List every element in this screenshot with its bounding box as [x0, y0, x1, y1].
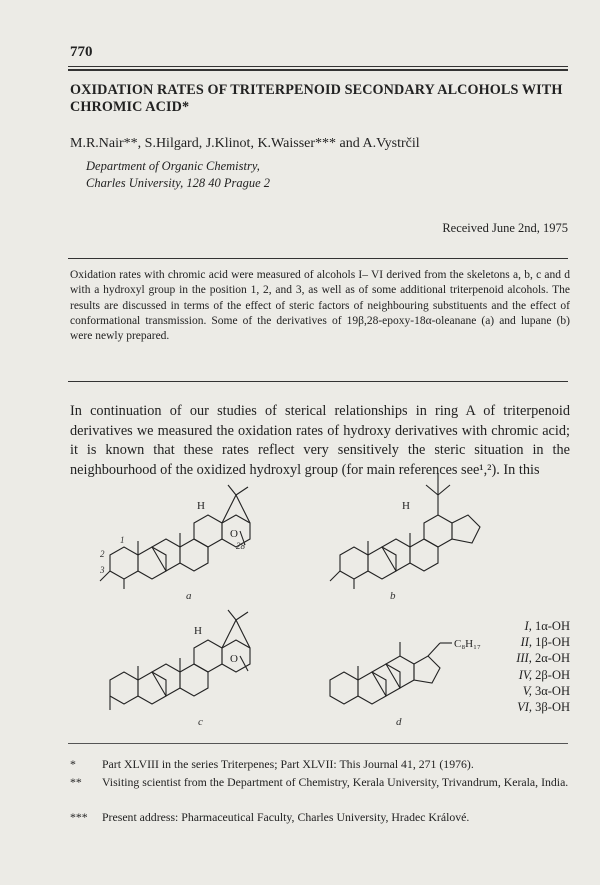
structure-d — [330, 642, 452, 704]
atom-o-c: O — [230, 653, 238, 665]
substituent-c8h17: C₈H₁₇ — [454, 638, 481, 650]
derivative-item: I, 1α-OH — [524, 619, 570, 633]
abstract: Oxidation rates with chromic acid were measured of alcohols I– VI derived from the skeletons a, b, c and d with a hydroxyl group in the position 1, 2, and 3, as well as of some additional triterpenoid alcohols. The results are discussed in terms of the effect of steric factors of neighbouring substituents and the effect of conformational transmission. Some of the derivatives of 19β,28-epoxy-18α-oleanane (a) and lupane (b) were newly prepared. — [70, 269, 570, 343]
footnote-1: * Part XLVIII in the series Triterpenes; Part XLVII: This Journal 41, 271 (1976). — [70, 757, 474, 771]
top-rule-thick — [68, 69, 568, 71]
affiliation — [86, 158, 270, 192]
body-paragraph: In continuation of our studies of sterical relationships in ring A of triterpenoid derivatives we measured the oxidation rates of hydroxy derivatives with chromic acid; it is known that these rates reflect very sensitively the steric situation in the neighbourhood of the oxidized hydroxyl group (for main references see¹,²). In this — [70, 403, 570, 478]
atom-h-a: H — [197, 500, 205, 512]
position-1: 1 — [120, 535, 125, 545]
affiliation-line-1: Department of Organic Chemistry, — [86, 159, 260, 173]
derivative-item: V, 3α-OH — [522, 683, 570, 698]
structure-b — [330, 473, 480, 589]
label-a: a — [186, 590, 192, 602]
structure-c — [110, 610, 250, 710]
authors: M.R.Nair**, S.Hilgard, J.Klinot, K.Waisser*** and A.Vystrčil — [70, 136, 420, 151]
derivative-item: II, 1β-OH — [520, 635, 570, 650]
label-c: c — [198, 716, 203, 728]
atom-o-a: O — [230, 528, 238, 540]
abstract-rule-bottom — [68, 381, 568, 382]
position-28: 28 — [236, 541, 245, 551]
derivative-item: IV, 2β-OH — [518, 667, 570, 682]
atom-h-b: H — [402, 500, 410, 512]
top-rule-thin — [68, 66, 568, 67]
abstract-rule-top — [68, 258, 568, 259]
footnote-rule — [68, 743, 568, 744]
received-date: Received June 2nd, 1975 — [442, 221, 568, 235]
position-3: 3 — [100, 565, 105, 575]
position-2: 2 — [100, 549, 105, 559]
derivatives-list — [478, 618, 570, 715]
derivative-item: VI, 3β-OH — [517, 700, 570, 715]
page-number: 770 — [70, 44, 93, 60]
footnote-3: *** Present address: Pharmaceutical Faculty, Charles University, Hradec Králové. — [70, 810, 470, 824]
affiliation-line-2: Charles University, 128 40 Prague 2 — [86, 176, 271, 190]
article-title: OXIDATION RATES OF TRITERPENOID SECONDARY ALCOHOLS WITH CHROMIC ACID* — [70, 82, 563, 115]
footnote-2: ** Visiting scientist from the Department of Chemistry, Kerala University, Trivandrum, Kerala, India. — [70, 775, 569, 789]
derivative-item: III, 2α-OH — [516, 651, 570, 666]
atom-h-c: H — [194, 625, 202, 637]
label-d: d — [396, 716, 402, 728]
label-b: b — [390, 590, 396, 602]
